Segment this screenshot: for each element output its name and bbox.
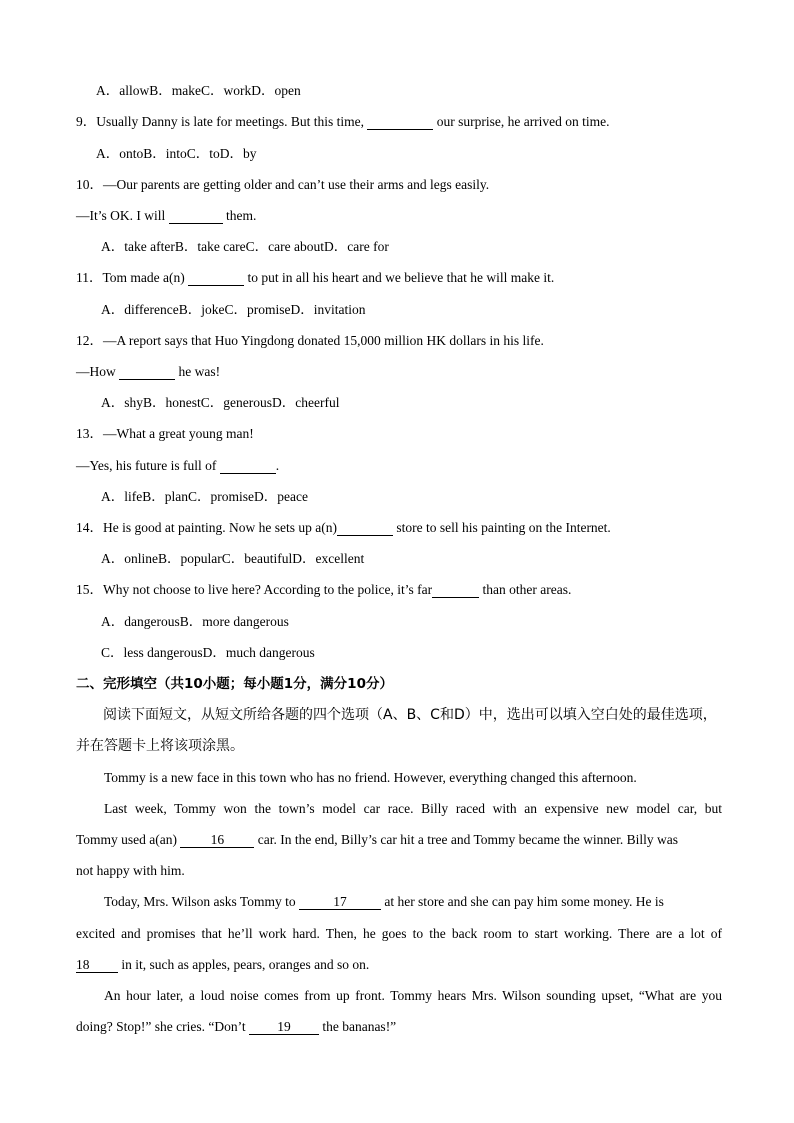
- question-14: [76, 519, 722, 537]
- blank-18: 18: [76, 957, 118, 973]
- section-2-instruction-line2: 并在答题卡上将该项涂黑。: [76, 738, 244, 754]
- question-9-text-pre: 9．Usually Danny is late for meetings. But this time,: [76, 114, 368, 129]
- passage-text: Today, Mrs. Wilson asks Tommy to: [104, 894, 299, 909]
- question-10-options: A．take afterB．take careC．care aboutD．care for: [101, 239, 389, 254]
- question-14-blank: [337, 520, 393, 536]
- passage-paragraph-3-line1: [104, 893, 722, 911]
- passage-text: doing? Stop!” she cries. “Don’t: [76, 1019, 249, 1034]
- question-12-text-post: he was!: [175, 364, 221, 379]
- question-10-text-pre: —It’s OK. I will: [76, 208, 169, 223]
- passage-paragraph-3-line2: excited and promises that he’ll work hard. Then, he goes to the back room to start working. There are a lot of: [76, 926, 722, 941]
- question-14-text-pre: 14．He is good at painting. Now he sets up a(n): [76, 520, 337, 535]
- question-11-text-pre: 11．Tom made a(n): [76, 270, 189, 285]
- question-13-text-pre: —Yes, his future is full of: [76, 458, 220, 473]
- question-13-blank: [220, 458, 276, 474]
- question-9-text-post: our surprise, he arrived on time.: [433, 114, 610, 129]
- question-13-options: A．lifeB．planC．promiseD．peace: [101, 489, 308, 504]
- blank-16: 16: [180, 832, 254, 848]
- question-12-text-pre: —How: [76, 364, 120, 379]
- question-13-line2: [76, 457, 722, 475]
- question-9-options: A．ontoB．intoC．toD．by: [96, 146, 257, 161]
- passage-paragraph-4-line1: An hour later, a loud noise comes from up front. Tommy hears Mrs. Wilson sounding upset, “What are you: [104, 988, 722, 1003]
- question-10-line2: [76, 207, 722, 225]
- question-9-blank: [367, 114, 433, 130]
- section-2-heading: 二、完形填空（共10小题；每小题1分，满分10分）: [76, 676, 393, 692]
- passage-paragraph-3-line3: [76, 956, 722, 974]
- question-15-text-post: than other areas.: [479, 582, 572, 597]
- question-12-blank: [119, 364, 175, 380]
- question-12-line1: 12．—A report says that Huo Yingdong donated 15,000 million HK dollars in his life.: [76, 333, 544, 348]
- question-15: [76, 581, 722, 599]
- passage-text: in it, such as apples, pears, oranges and so on.: [118, 957, 370, 972]
- question-10-text-post: them.: [222, 208, 257, 223]
- question-15-text-pre: 15．Why not choose to live here? According to the police, it’s far: [76, 582, 433, 597]
- question-12-line2: [76, 363, 722, 381]
- passage-paragraph-4-line2: [76, 1018, 722, 1036]
- blank-17: 17: [299, 894, 381, 910]
- question-15-blank: [432, 582, 479, 598]
- question-11-options: A．differenceB．jokeC．promiseD．invitation: [101, 302, 366, 317]
- question-15-options-row2: C．less dangerousD．much dangerous: [101, 645, 315, 660]
- section-2-instruction-line1: 阅读下面短文，从短文所给各题的四个选项（A、B、C和D）中，选出可以填入空白处的最佳选项，: [103, 707, 717, 723]
- passage-text: at her store and she can pay him some money. He is: [380, 894, 664, 909]
- question-11: [76, 269, 722, 287]
- passage-text: the bananas!”: [318, 1019, 397, 1034]
- passage-paragraph-2-line2: [76, 831, 722, 849]
- passage-paragraph-1: Tommy is a new face in this town who has no friend. However, everything changed this afternoon.: [104, 770, 637, 785]
- question-12-options: A．shyB．honestC．generousD．cheerful: [101, 395, 340, 410]
- question-13-text-post: .: [275, 458, 280, 473]
- question-13-line1: 13．—What a great young man!: [76, 426, 254, 441]
- blank-19: 19: [249, 1019, 319, 1035]
- passage-text: car. In the end, Billy’s car hit a tree and Tommy became the winner. Billy was: [254, 832, 678, 847]
- passage-text: Tommy used a(an): [76, 832, 181, 847]
- question-10-blank: [169, 208, 223, 224]
- question-8-options: A．allowB．makeC．workD．open: [96, 83, 301, 98]
- question-9: [76, 113, 722, 131]
- question-14-text-post: store to sell his painting on the Internet.: [392, 520, 611, 535]
- question-11-text-post: to put in all his heart and we believe that he will make it.: [244, 270, 555, 285]
- question-14-options: A．onlineB．popularC．beautifulD．excellent: [101, 551, 365, 566]
- question-10-line1: 10．—Our parents are getting older and can’t use their arms and legs easily.: [76, 177, 490, 192]
- question-15-options-row1: A．dangerousB．more dangerous: [101, 614, 289, 629]
- passage-paragraph-2-line1: Last week, Tommy won the town’s model car race. Billy raced with an expensive new model car, but: [104, 801, 722, 816]
- passage-paragraph-2-line3: not happy with him.: [76, 863, 185, 878]
- question-11-blank: [188, 270, 244, 286]
